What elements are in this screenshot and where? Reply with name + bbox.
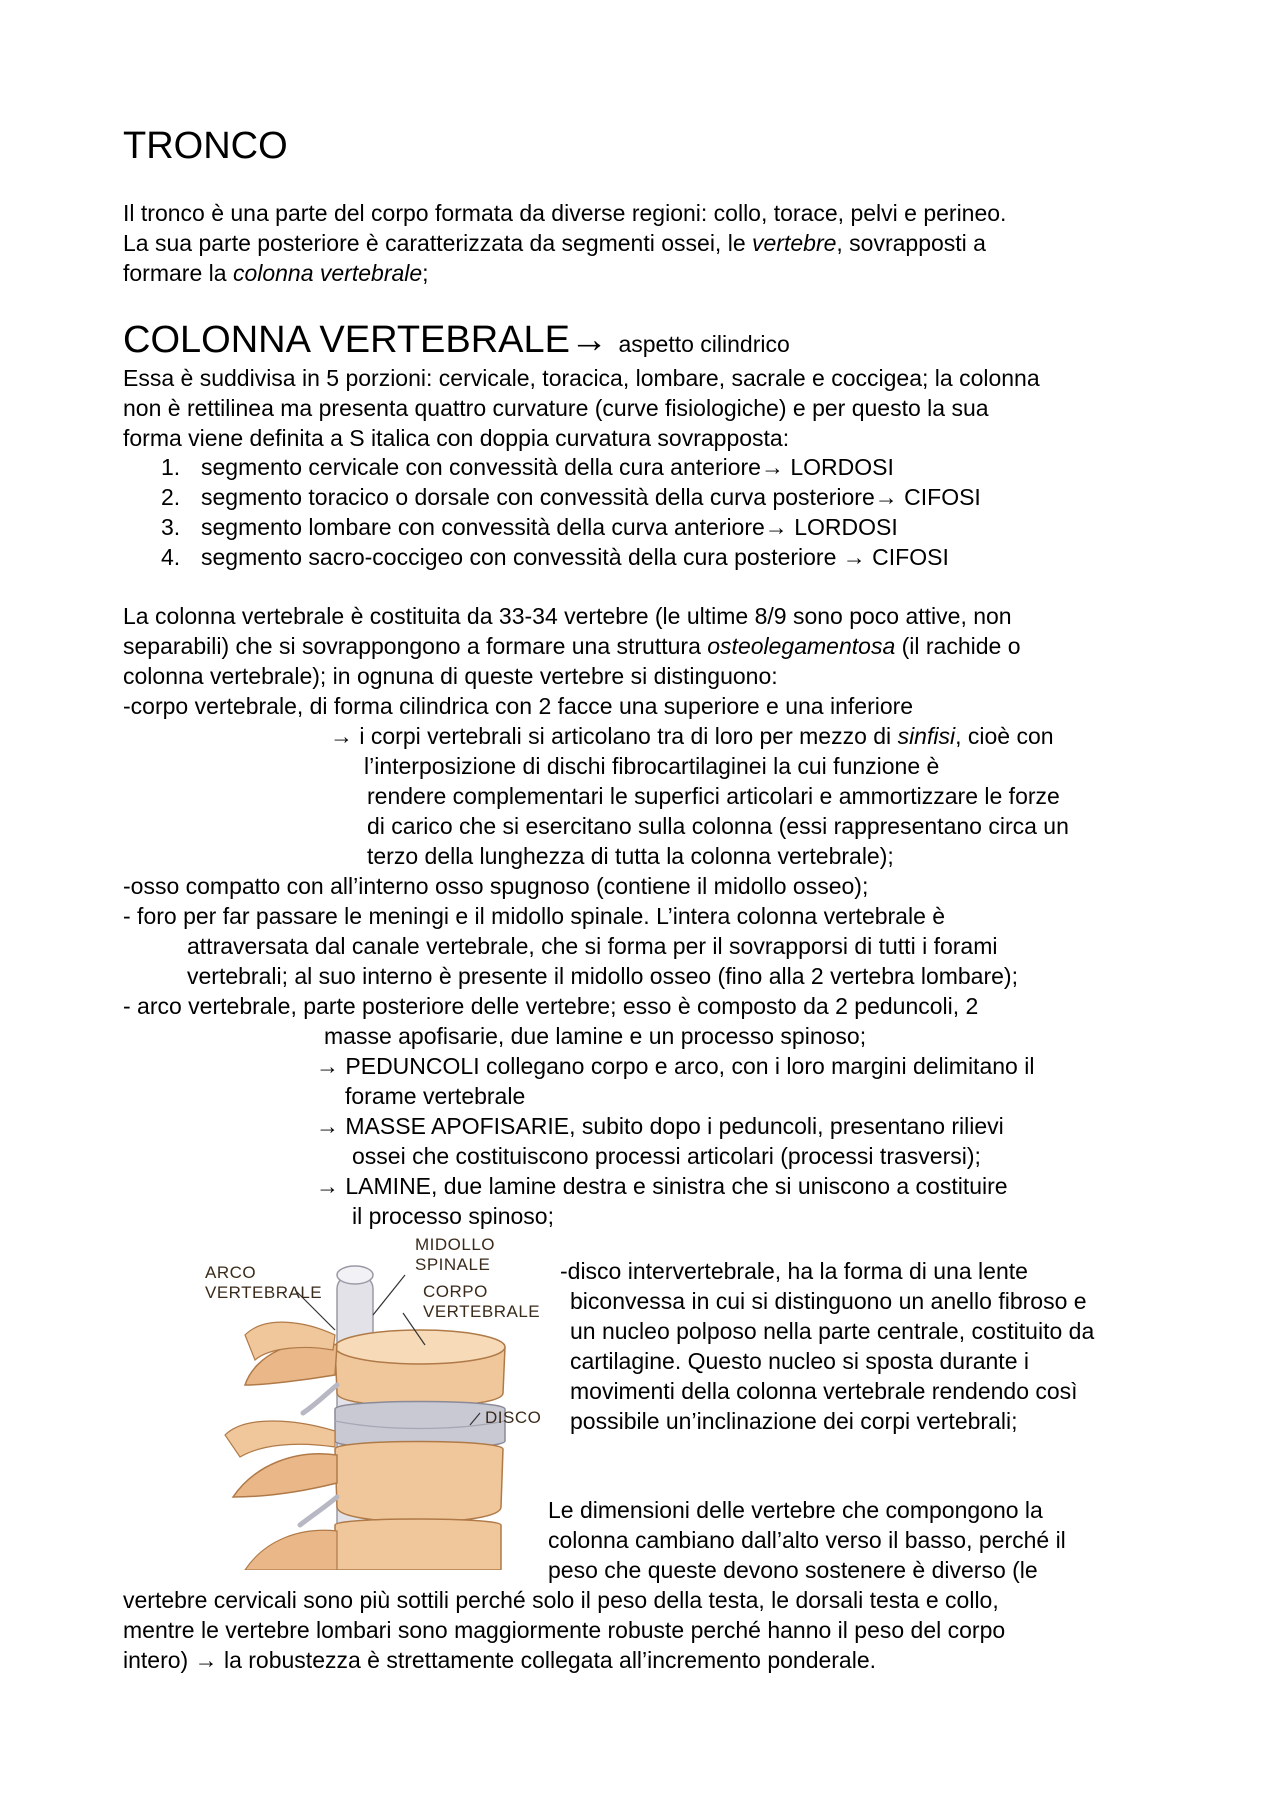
para1-line-3: forma viene definita a S italica con doppia curvatura sovrapposta: xyxy=(123,425,790,451)
para1-line-1: Essa è suddivisa in 5 porzioni: cervicale, toracica, lombare, sacrale e coccigea; la colonna xyxy=(123,365,1040,391)
list-item xyxy=(161,542,949,572)
list-number: 1. xyxy=(161,454,181,480)
para2-line-4: -corpo vertebrale, di forma cilindrica con 2 facce una superiore e una inferiore xyxy=(123,693,914,719)
page-title: TRONCO xyxy=(123,125,288,167)
emphasis-sinfisi: sinfisi xyxy=(897,723,956,749)
disco-line-1: -disco intervertebrale, ha la forma di una lente xyxy=(560,1258,1028,1284)
label-disco: DISCO xyxy=(485,1408,542,1427)
para2-line-17: forame vertebrale xyxy=(345,1083,526,1109)
label-corpo-2: VERTEBRALE xyxy=(423,1302,541,1321)
vertebral-column-figure xyxy=(185,1235,550,1570)
intro-line-1: Il tronco è una parte del corpo formata da diverse regioni: collo, torace, pelvi e perineo. xyxy=(123,200,1007,226)
list-text: segmento lombare con convessità della curva anteriore→ LORDOSI xyxy=(201,514,898,540)
para2-line-14: - arco vertebrale, parte posteriore delle vertebre; esso è composto da 2 peduncoli, 2 xyxy=(123,993,979,1019)
para2-line-9: terzo della lunghezza di tutta la colonna vertebrale); xyxy=(367,843,894,869)
disco-line-4: cartilagine. Questo nucleo si sposta durante i xyxy=(570,1348,1029,1374)
list-text: segmento sacro-coccigeo con convessità della cura posteriore → CIFOSI xyxy=(201,544,949,570)
para1-line-2: non è rettilinea ma presenta quattro curvature (curve fisiologiche) e per questo la sua xyxy=(123,395,989,421)
final-line-6: intero) → la robustezza è strettamente collegata all’incremento ponderale. xyxy=(123,1647,877,1673)
lower-vertebral-body xyxy=(335,1442,503,1523)
upper-vertebra-top xyxy=(335,1330,505,1364)
lower-spinous-process xyxy=(233,1454,337,1497)
lower-transverse-process xyxy=(225,1421,335,1457)
disco-line-5: movimenti della colonna vertebrale rendendo così xyxy=(570,1378,1078,1404)
para2-line-7: rendere complementari le superfici articolari e ammortizzare le forze xyxy=(367,783,1060,809)
text-run: separabili) che si sovrappongono a formare una struttura xyxy=(123,633,708,659)
para2-line-18: → MASSE APOFISARIE, subito dopo i peduncoli, presentano rilievi xyxy=(316,1113,1004,1139)
para2-line-19: ossei che costituiscono processi articolari (processi trasversi); xyxy=(352,1143,981,1169)
text-run: → i corpi vertebrali si articolano tra di loro per mezzo di xyxy=(330,723,898,749)
para2-line-20: → LAMINE, due lamine destra e sinistra che si uniscono a costituire xyxy=(316,1173,1008,1199)
para2-line-6: l’interposizione di dischi fibrocartilaginei la cui funzione è xyxy=(364,753,940,779)
para2-line-16: → PEDUNCOLI collegano corpo e arco, con i loro margini delimitano il xyxy=(316,1053,1035,1079)
emphasis-vertebre: vertebre xyxy=(752,230,837,256)
label-arco-2: VERTEBRALE xyxy=(205,1283,323,1302)
list-text: segmento toracico o dorsale con convessità della curva posteriore→ CIFOSI xyxy=(201,484,981,510)
disco-line-2: biconvessa in cui si distinguono un anello fibroso e xyxy=(570,1288,1087,1314)
text-run: , sovrapposti a xyxy=(836,230,986,256)
disco-line-6: possibile un’inclinazione dei corpi vertebrali; xyxy=(570,1408,1018,1434)
pointer-midollo xyxy=(373,1275,405,1315)
para2-line-8: di carico che si esercitano sulla colonna (essi rappresentano circa un xyxy=(367,813,1069,839)
text-run: La sua parte posteriore è caratterizzata da segmenti ossei, le xyxy=(123,230,753,256)
emphasis-osteolegamentosa: osteolegamentosa xyxy=(707,633,896,659)
nerve-root xyxy=(300,1497,337,1525)
section-heading-title: COLONNA VERTEBRALE→ xyxy=(123,319,609,361)
intro-line-2 xyxy=(123,228,986,258)
text-run: (il rachide o xyxy=(895,633,1021,659)
nerve-root xyxy=(303,1385,337,1413)
para2-line-2 xyxy=(123,631,1021,661)
list-item xyxy=(161,452,894,482)
label-midollo-2: SPINALE xyxy=(415,1255,491,1274)
final-line-3: peso che queste devono sostenere è diverso (le xyxy=(548,1557,1038,1583)
list-item xyxy=(161,482,981,512)
disco-line-3: un nucleo polposo nella parte centrale, costituito da xyxy=(570,1318,1095,1344)
list-number: 2. xyxy=(161,484,181,510)
label-arco-1: ARCO xyxy=(205,1263,257,1282)
para2-line-13: vertebrali; al suo interno è presente il midollo osseo (fino alla 2 vertebra lombare); xyxy=(187,963,1018,989)
section-heading-sub: aspetto cilindrico xyxy=(618,331,790,357)
label-corpo-1: CORPO xyxy=(423,1282,488,1301)
bottom-process xyxy=(245,1530,337,1570)
section-heading xyxy=(123,318,790,362)
list-text: segmento cervicale con convessità della cura anteriore→ LORDOSI xyxy=(201,454,894,480)
para2-line-1: La colonna vertebrale è costituita da 33-34 vertebre (le ultime 8/9 sono poco attive, non xyxy=(123,603,1012,629)
vertebral-column-illustration xyxy=(185,1235,550,1570)
list-number: 3. xyxy=(161,514,181,540)
intro-line-3 xyxy=(123,258,429,288)
text-run: , cioè con xyxy=(955,723,1054,749)
final-line-4: vertebre cervicali sono più sottili perché solo il peso della testa, le dorsali testa e collo, xyxy=(123,1587,999,1613)
text-run: ; xyxy=(422,260,429,286)
para2-line-5 xyxy=(330,721,1054,751)
final-line-2: colonna cambiano dall’alto verso il basso, perché il xyxy=(548,1527,1066,1553)
para2-line-12: attraversata dal canale vertebrale, che si forma per il sovrapporsi di tutti i forami xyxy=(187,933,998,959)
para2-line-10: -osso compatto con all’interno osso spugnoso (contiene il midollo osseo); xyxy=(123,873,869,899)
para2-line-15: masse apofisarie, due lamine e un processo spinoso; xyxy=(324,1023,867,1049)
list-number: 4. xyxy=(161,544,181,570)
para2-line-11: - foro per far passare le meningi e il midollo spinale. L’intera colonna vertebrale è xyxy=(123,903,946,929)
emphasis-colonna: colonna vertebrale xyxy=(232,260,423,286)
text-run: formare la xyxy=(123,260,233,286)
final-line-5: mentre le vertebre lombari sono maggiormente robuste perché hanno il peso del corpo xyxy=(123,1617,1006,1643)
list-item xyxy=(161,512,898,542)
spinal-cord-top xyxy=(337,1266,373,1284)
label-midollo-1: MIDOLLO xyxy=(415,1235,496,1254)
para2-line-3: colonna vertebrale); in ognuna di queste vertebre si distinguono: xyxy=(123,663,778,689)
bottom-vertebral-body xyxy=(335,1519,501,1570)
final-line-1: Le dimensioni delle vertebre che compongono la xyxy=(548,1497,1043,1523)
para2-line-21: il processo spinoso; xyxy=(352,1203,554,1229)
